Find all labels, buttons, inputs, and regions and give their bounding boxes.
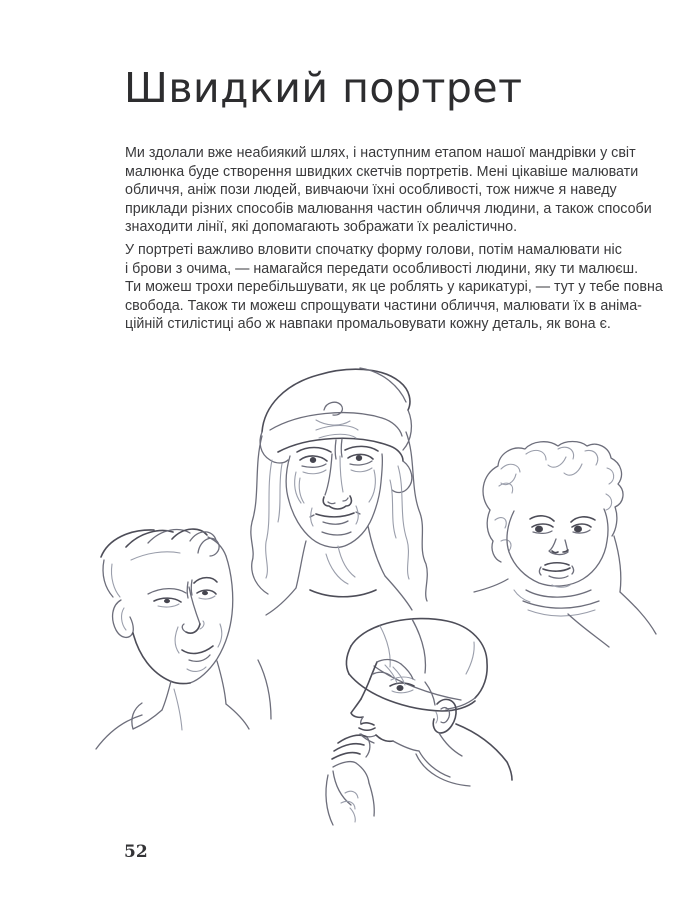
paragraph-line: знаходити лінії, які допомагають зображати їх реалістично.	[125, 219, 518, 236]
body-paragraph-2	[125, 241, 663, 334]
paragraph-line: Ти можеш трохи перебільшувати, як це роблять у карикатурі, — тут у тебе повна	[125, 279, 663, 296]
page-title: Швидкий портрет	[124, 64, 523, 112]
paragraph-line: Ми здолали вже неабиякий шлях, і наступним етапом нашої мандрівки у світ	[125, 145, 636, 161]
paragraph-line: свобода. Також ти можеш спрощувати частини обличчя, малювати їх в аніма-	[125, 297, 642, 314]
sketch-man	[86, 520, 288, 752]
paragraph-line: У портреті важливо вловити спочатку форму голови, потім намалювати ніс	[125, 242, 622, 258]
paragraph-line: обличчя, аніж пози людей, вивчаючи їхні особливості, тож нижче я наведу	[125, 182, 617, 199]
paragraph-line: малюнка буде створення швидких скетчів портретів. Мені цікавіше малювати	[125, 163, 639, 180]
paragraph-line: ційній стилістиці або ж навпаки промальовувати кожну деталь, як вона є.	[125, 316, 611, 333]
body-paragraph-1	[125, 144, 652, 237]
paragraph-line: і брови з очима, — намагайся передати особливості людини, яку ти малюєш.	[125, 260, 639, 277]
paragraph-line: приклади різних способів малювання частин обличчя людини, а також способи	[125, 200, 652, 217]
page-number: 52	[124, 842, 148, 862]
sketch-boy-cap	[298, 612, 520, 836]
